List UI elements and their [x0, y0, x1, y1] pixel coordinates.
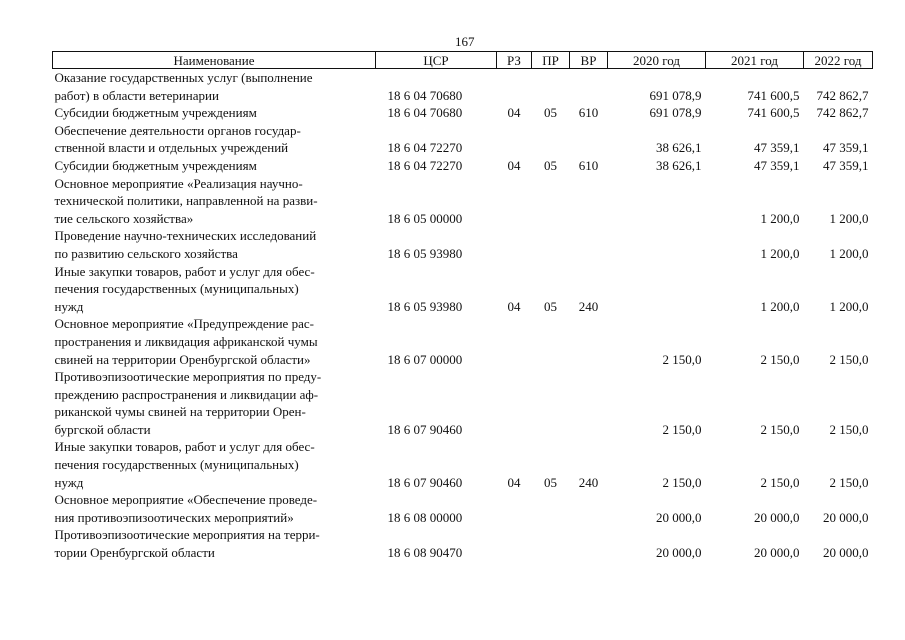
row-csr: 18 6 05 00000 [387, 210, 463, 226]
row-name-line: технической политики, направленной на разви- [54, 193, 318, 209]
table-row [53, 227, 873, 262]
row-2021: 1 200,0 [760, 210, 800, 226]
row-2022: 2 150,0 [829, 421, 869, 437]
row-pr [532, 315, 570, 368]
row-2022: 47 359,1 [823, 140, 869, 156]
table-row [53, 368, 873, 438]
row-rz [497, 491, 532, 526]
header-vr: ВР [570, 52, 608, 69]
row-name-line: риканской чумы свиней на территории Орен- [54, 404, 306, 420]
row-csr: 18 6 05 93980 [387, 298, 463, 314]
row-rz [497, 69, 532, 105]
row-name [53, 122, 376, 157]
header-2020: 2020 год [608, 52, 706, 69]
row-2021: 1 200,0 [760, 245, 800, 261]
row-2022: 742 862,7 [816, 87, 869, 103]
row-name-line: Субсидии бюджетным учреждениям [54, 157, 257, 173]
row-vr: 610 [578, 157, 599, 173]
table-header-row [53, 52, 873, 69]
row-name-line: Проведение научно-технических исследований [54, 228, 317, 244]
row-2020: 38 626,1 [656, 157, 702, 173]
row-2021: 741 600,5 [747, 87, 800, 103]
table-row [53, 122, 873, 157]
row-2020: 20 000,0 [656, 509, 702, 525]
row-pr [532, 368, 570, 438]
row-2021: 2 150,0 [760, 421, 800, 437]
row-csr: 18 6 07 90460 [387, 421, 463, 437]
row-vr [570, 227, 608, 262]
row-vr [570, 526, 608, 561]
row-vr [570, 491, 608, 526]
table-row [53, 175, 873, 228]
row-csr: 18 6 05 93980 [387, 245, 463, 261]
header-name: Наименование [53, 52, 376, 69]
row-vr [570, 368, 608, 438]
header-pr: ПР [532, 52, 570, 69]
row-csr: 18 6 08 00000 [387, 509, 463, 525]
header-2022: 2022 год [804, 52, 873, 69]
header-2021: 2021 год [706, 52, 804, 69]
row-name-line: Иные закупки товаров, работ и услуг для обес- [54, 263, 315, 279]
row-rz [497, 368, 532, 438]
row-2021: 20 000,0 [754, 509, 800, 525]
row-name [53, 69, 376, 105]
row-name-line: Субсидии бюджетным учреждениям [54, 105, 257, 121]
row-2020: 691 078,9 [649, 87, 702, 103]
table-row [53, 104, 873, 122]
row-name-line: Основное мероприятие «Реализация научно- [54, 175, 303, 191]
table-body [53, 69, 873, 562]
row-name-line: Оказание государственных услуг (выполнение [54, 70, 313, 85]
row-name-line: нужд [54, 298, 84, 314]
row-csr: 18 6 08 90470 [387, 545, 463, 561]
row-2020: 2 150,0 [662, 351, 702, 367]
row-name-line: ния противоэпизоотических мероприятий» [54, 509, 294, 525]
row-name-line: преждению распространения и ликвидации аф- [54, 386, 319, 402]
row-2020 [608, 263, 706, 316]
row-csr: 18 6 04 72270 [387, 140, 463, 156]
row-2022: 20 000,0 [823, 509, 869, 525]
row-vr [570, 69, 608, 105]
row-name [53, 491, 376, 526]
row-2022: 1 200,0 [829, 298, 869, 314]
row-2022: 20 000,0 [823, 545, 869, 561]
header-csr: ЦСР [376, 52, 497, 69]
row-2022: 1 200,0 [829, 245, 869, 261]
row-2020: 691 078,9 [649, 105, 702, 121]
row-2020: 2 150,0 [662, 474, 702, 490]
row-pr [532, 526, 570, 561]
table-row [53, 263, 873, 316]
row-2020 [608, 227, 706, 262]
row-pr: 05 [544, 474, 557, 490]
row-name-line: печения государственных (муниципальных) [54, 457, 299, 473]
row-vr [570, 175, 608, 228]
row-name-line: тие сельского хозяйства» [54, 210, 194, 226]
row-name-line: Иные закупки товаров, работ и услуг для обес- [54, 439, 315, 455]
row-2020 [608, 175, 706, 228]
row-2021: 1 200,0 [760, 298, 800, 314]
row-name [53, 438, 376, 491]
row-name-line: ственной власти и отдельных учреждений [54, 140, 289, 156]
row-pr: 05 [544, 157, 557, 173]
row-name-line: Обеспечение деятельности органов государ- [54, 122, 301, 138]
row-name-line: Основное мероприятие «Обеспечение проведе- [54, 492, 318, 508]
row-rz: 04 [507, 298, 521, 314]
row-name [53, 368, 376, 438]
row-name-line: Противоэпизоотические мероприятия по преду- [54, 369, 322, 385]
row-name-line: по развитию сельского хозяйства [54, 245, 238, 261]
row-pr [532, 175, 570, 228]
row-name [53, 526, 376, 561]
row-csr: 18 6 07 00000 [387, 351, 463, 367]
row-rz: 04 [507, 474, 521, 490]
row-2020: 20 000,0 [656, 545, 702, 561]
table-row [53, 315, 873, 368]
row-pr [532, 491, 570, 526]
table-row [53, 157, 873, 175]
row-pr [532, 69, 570, 105]
row-name-line: печения государственных (муниципальных) [54, 281, 299, 297]
row-2022: 2 150,0 [829, 474, 869, 490]
table-row [53, 491, 873, 526]
row-pr: 05 [544, 105, 557, 121]
row-rz [497, 227, 532, 262]
table-row [53, 438, 873, 491]
row-vr [570, 315, 608, 368]
row-csr: 18 6 07 90460 [387, 474, 463, 490]
row-name [53, 315, 376, 368]
row-2021: 47 359,1 [754, 157, 800, 173]
row-vr: 240 [578, 298, 599, 314]
row-2020: 38 626,1 [656, 140, 702, 156]
row-2022: 2 150,0 [829, 351, 869, 367]
row-2022: 47 359,1 [823, 157, 869, 173]
row-name [53, 263, 376, 316]
row-2021: 741 600,5 [747, 105, 800, 121]
row-rz [497, 175, 532, 228]
row-2022: 1 200,0 [829, 210, 869, 226]
row-name-line: пространения и ликвидация африканской чумы [54, 333, 318, 349]
table-row [53, 69, 873, 105]
row-pr [532, 122, 570, 157]
row-csr: 18 6 04 70680 [387, 87, 463, 103]
page-number: 167 [455, 34, 475, 49]
budget-table [52, 51, 873, 562]
row-name-line: Противоэпизоотические мероприятия на терри- [54, 527, 320, 543]
row-name [53, 104, 376, 122]
table-row [53, 526, 873, 561]
row-csr: 18 6 04 72270 [387, 157, 463, 173]
row-name-line: свиней на территории Оренбургской области» [54, 351, 311, 367]
row-vr [570, 122, 608, 157]
row-2022: 742 862,7 [816, 105, 869, 121]
header-rz: РЗ [497, 52, 532, 69]
row-2021: 2 150,0 [760, 351, 800, 367]
row-rz: 04 [507, 105, 521, 121]
row-name-line: работ) в области ветеринарии [54, 87, 219, 103]
row-pr [532, 227, 570, 262]
row-2020: 2 150,0 [662, 421, 702, 437]
row-csr: 18 6 04 70680 [387, 105, 463, 121]
row-vr: 610 [578, 105, 599, 121]
row-name [53, 175, 376, 228]
row-name-line: нужд [54, 474, 84, 490]
row-rz [497, 315, 532, 368]
row-pr: 05 [544, 298, 557, 314]
row-name-line: тории Оренбургской области [54, 545, 215, 561]
row-2021: 20 000,0 [754, 545, 800, 561]
row-rz [497, 122, 532, 157]
row-name [53, 227, 376, 262]
row-name-line: Основное мероприятие «Предупреждение рас- [54, 316, 314, 332]
row-name [53, 157, 376, 175]
row-vr: 240 [578, 474, 599, 490]
row-rz [497, 526, 532, 561]
row-rz: 04 [507, 157, 521, 173]
row-name-line: бургской области [54, 421, 151, 437]
row-2021: 2 150,0 [760, 474, 800, 490]
row-2021: 47 359,1 [754, 140, 800, 156]
